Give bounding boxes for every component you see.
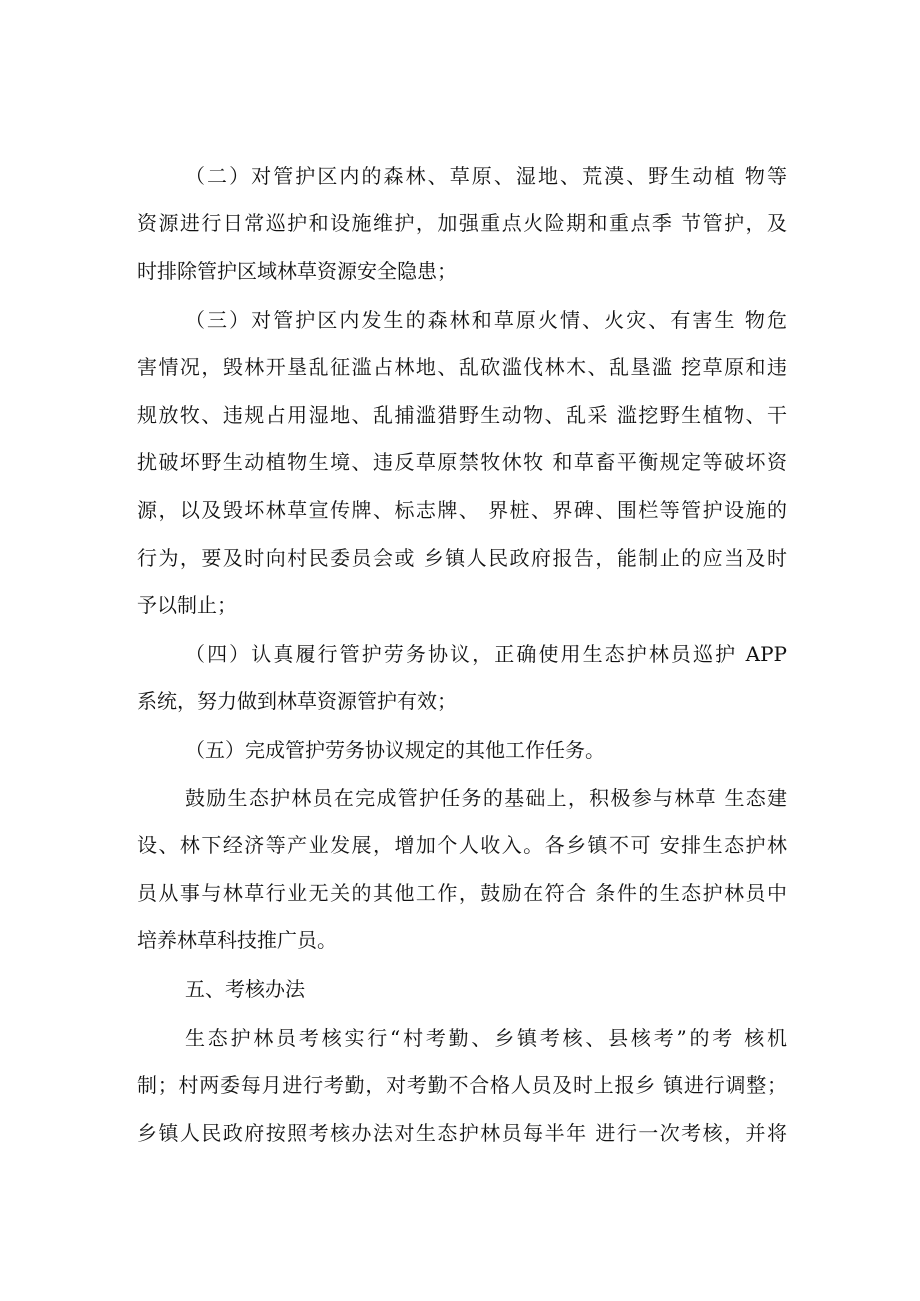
paragraph-item-4-line-1: （四）认真履行管护劳务协议，正确使用生态护林员巡护 APP <box>185 642 787 666</box>
paragraph-item-4-line-2: 系统，努力做到林草资源管护有效； <box>137 689 457 713</box>
paragraph-item-3-line-3: 规放牧、违规占用湿地、乱捕滥猎野生动物、乱采 滥挖野生植物、干 <box>137 403 787 427</box>
paragraph-item-2-line-2: 资源进行日常巡护和设施维护，加强重点火险期和重点季 节管护，及 <box>137 211 787 235</box>
paragraph-item-3-line-2: 害情况，毁林开垦乱征滥占林地、乱砍滥伐林木、乱垦滥 挖草原和违 <box>137 355 787 379</box>
paragraph-item-3-line-4: 扰破坏野生动植物生境、违反草原禁牧休牧 和草畜平衡规定等破坏资 <box>137 450 787 474</box>
paragraph-assessment-line-2: 制；村两委每月进行考勤，对考勤不合格人员及时上报乡 镇进行调整； <box>137 1073 787 1097</box>
section-5-heading: 五、考核办法 <box>185 977 305 1001</box>
paragraph-item-3-line-7: 予以制止； <box>137 593 237 617</box>
paragraph-assessment-line-1: 生态护林员考核实行“村考勤、乡镇考核、县核考”的考 核机 <box>185 1026 787 1050</box>
paragraph-encourage-line-1: 鼓励生态护林员在完成管护任务的基础上，积极参与林草 生态建 <box>185 786 787 810</box>
paragraph-item-5-line-1: （五）完成管护劳务协议规定的其他工作任务。 <box>185 738 605 762</box>
paragraph-encourage-line-4: 培养林草科技推广员。 <box>137 928 337 952</box>
paragraph-assessment-line-3: 乡镇人民政府按照考核办法对生态护林员每半年 进行一次考核，并将 <box>137 1121 787 1145</box>
paragraph-item-3-line-5: 源，以及毁坏林草宣传牌、标志牌、 界桩、界碑、围栏等管护设施的 <box>137 498 787 522</box>
paragraph-item-2-line-1: （二）对管护区内的森林、草原、湿地、荒漠、野生动植 物等 <box>185 164 787 188</box>
paragraph-encourage-line-2: 设、林下经济等产业发展，增加个人收入。各乡镇不可 安排生态护林 <box>137 833 787 857</box>
paragraph-encourage-line-3: 员从事与林草行业无关的其他工作，鼓励在符合 条件的生态护林员中 <box>137 881 787 905</box>
paragraph-item-3-line-1: （三）对管护区内发生的森林和草原火情、火灾、有害生 物危 <box>185 308 787 332</box>
paragraph-item-2-line-3: 时排除管护区域林草资源安全隐患； <box>137 259 457 283</box>
paragraph-item-3-line-6: 行为，要及时向村民委员会或 乡镇人民政府报告，能制止的应当及时 <box>137 546 787 570</box>
